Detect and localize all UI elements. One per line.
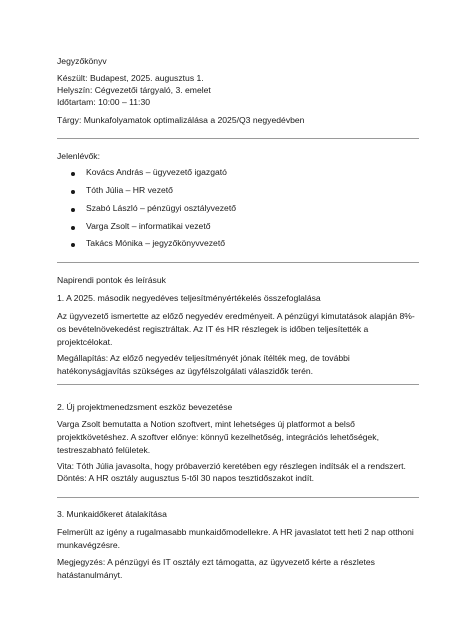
divider <box>57 262 419 263</box>
bullet-icon <box>71 208 75 212</box>
section-2-debate: Vita: Tóth Júlia javasolta, hogy próbaverzió keretében egy részlegen indítsák el a rendszert. <box>57 461 406 471</box>
bullet-icon <box>71 190 75 194</box>
document-title: Jegyzőkönyv <box>57 56 107 66</box>
section-3-note: Megjegyzés: A pénzügyi és IT osztály ezt támogatta, az ügyvezető kérte a részletes hatástanulmányt. <box>57 557 375 580</box>
section-1-paragraph: Az ügyvezető ismertette az előző negyedév eredményeit. A pénzügyi kimutatások alapján 8%-os bevételnövekedést regisztráltak. Az IT és HR részlegek is időben teljesítették a projektcélokat. <box>57 311 415 347</box>
subject-line: Tárgy: Munkafolyamatok optimalizálása a 2025/Q3 negyedévben <box>57 115 305 125</box>
location-line: Helyszín: Cégvezetői tárgyaló, 3. emelet <box>57 85 211 95</box>
divider <box>57 497 419 498</box>
bullet-icon <box>71 172 75 176</box>
attendee-item: Kovács András – ügyvezető igazgató <box>86 167 227 177</box>
attendee-item: Varga Zsolt – informatikai vezető <box>86 221 211 231</box>
section-3-title: 3. Munkaidőkeret átalakítása <box>57 509 167 519</box>
attendee-item: Szabó László – pénzügyi osztályvezető <box>86 203 237 213</box>
divider <box>57 384 419 385</box>
duration-line: Időtartam: 10:00 – 11:30 <box>57 97 151 107</box>
attendee-item: Takács Mónika – jegyzőkönyvvezető <box>86 238 226 248</box>
bullet-icon <box>71 243 75 247</box>
bullet-icon <box>71 226 75 230</box>
divider <box>57 138 419 139</box>
section-2-title: 2. Új projektmenedzsment eszköz bevezetése <box>57 402 233 412</box>
created-line: Készült: Budapest, 2025. augusztus 1. <box>57 73 204 83</box>
attendee-item: Tóth Júlia – HR vezető <box>86 185 173 195</box>
attendees-heading: Jelenlévők: <box>57 151 100 161</box>
section-1-finding: Megállapítás: Az előző negyedév teljesítményét jónak ítélték meg, de további hatékonyságjavítás szükséges az ügyfélszolgálati válaszidők terén. <box>57 353 350 376</box>
section-3-paragraph: Felmerült az igény a rugalmasabb munkaidőmodellekre. A HR javaslatot tett heti 2 nap otthoni munkavégzésre. <box>57 527 414 550</box>
section-2-decision: Döntés: A HR osztály augusztus 5-től 30 napos tesztidőszakot indít. <box>57 473 314 483</box>
agenda-heading: Napirendi pontok és leírásuk <box>57 275 166 285</box>
section-1-title: 1. A 2025. második negyedéves teljesítményértékelés összefoglalása <box>57 293 321 303</box>
section-2-paragraph: Varga Zsolt bemutatta a Notion szoftvert, mint lehetséges új platformot a belső projektkövetéshez. A szoftver előnye: könnyű kezelhetőség, integrációs lehetőségek, testreszabható felületek. <box>57 419 379 455</box>
